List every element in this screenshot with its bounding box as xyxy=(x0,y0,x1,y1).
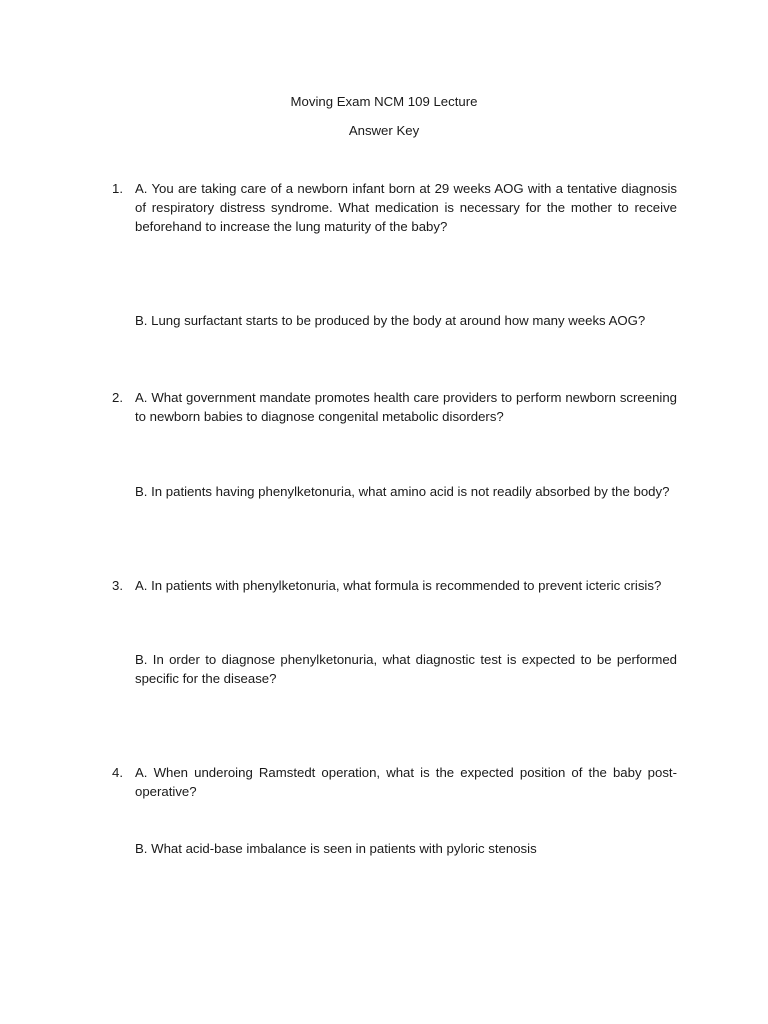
question-1-part-b: B. Lung surfactant starts to be produced by the body at around how many weeks AOG? xyxy=(135,313,646,328)
question-3-part-a: A. In patients with phenylketonuria, what formula is recommended to prevent icteric crisis? xyxy=(135,578,662,593)
question-3-part-b: B. In order to diagnose phenylketonuria, what diagnostic test is expected to be performed specific for the disease? xyxy=(135,652,677,686)
question-2-part-b: B. In patients having phenylketonuria, what amino acid is not readily absorbed by the body? xyxy=(135,484,670,499)
question-1-part-a: A. You are taking care of a newborn infant born at 29 weeks AOG with a tentative diagnosis of respiratory distress syndrome. What medication is necessary for the mother to receive beforehand to increase the lung maturity of the baby? xyxy=(135,181,677,234)
document-title: Moving Exam NCM 109 Lecture xyxy=(290,94,478,109)
question-4-part-a: A. When underoing Ramstedt operation, what is the expected position of the baby post-operative? xyxy=(135,765,677,799)
question-number: 2. xyxy=(112,390,123,405)
document-subtitle: Answer Key xyxy=(348,123,420,138)
question-number: 1. xyxy=(112,181,123,196)
question-number: 4. xyxy=(112,765,123,780)
question-2-part-a: A. What government mandate promotes health care providers to perform newborn screening to newborn babies to diagnose congenital metabolic disorders? xyxy=(135,390,677,424)
question-4-part-b: B. What acid-base imbalance is seen in patients with pyloric stenosis xyxy=(135,841,537,856)
question-number: 3. xyxy=(112,578,123,593)
